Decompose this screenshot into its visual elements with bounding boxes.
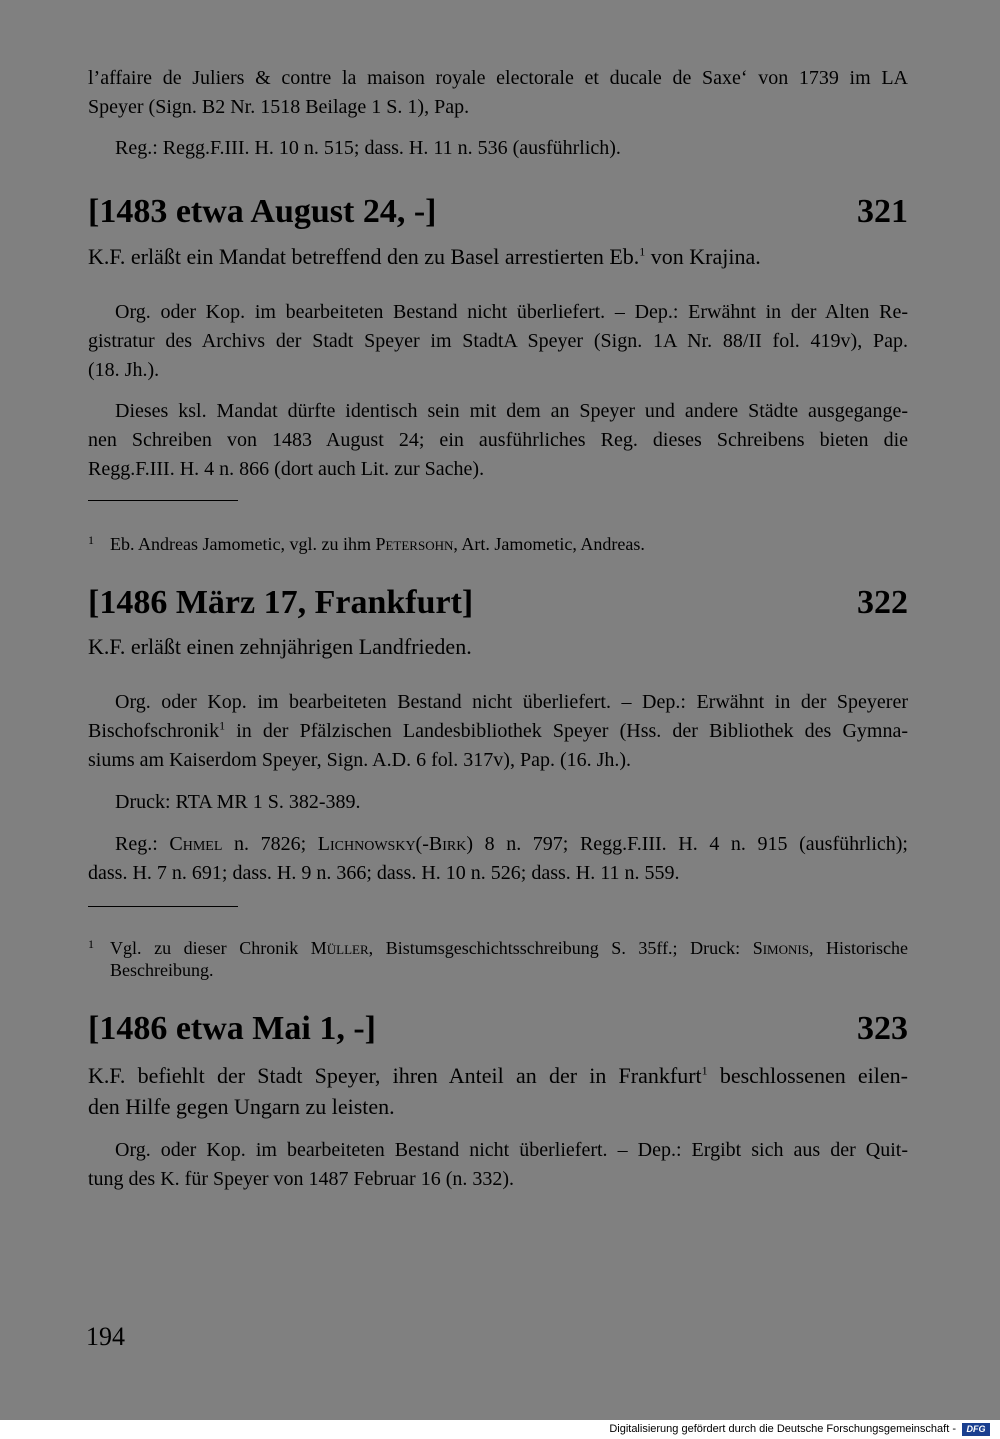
entry-322-footnote	[88, 933, 908, 981]
entry-323-para-1	[88, 1136, 908, 1194]
entry-323-summary	[88, 1060, 908, 1122]
intro-reg-block	[88, 134, 908, 163]
entry-322-reg-line-2: dass. H. 7 n. 691; dass. H. 9 n. 366; dass. H. 10 n. 526; dass. H. 11 n. 559.	[88, 862, 680, 884]
intro-line-2: Speyer (Sign. B2 Nr. 1518 Beilage 1 S. 1), Pap.	[88, 96, 470, 118]
entry-322-reg	[88, 830, 908, 888]
footer-bar	[0, 1420, 1000, 1439]
entry-321-footnote	[88, 529, 908, 555]
entry-321-para-2	[88, 397, 908, 484]
entry-323-summary-line-2: den Hilfe gegen Ungarn zu leisten.	[88, 1094, 395, 1119]
entry-322-heading	[88, 583, 908, 623]
intro-line-1: l’affaire de Juliers & contre la maison royale electorale et ducale de Saxe‘ von 1739 im LA	[88, 67, 908, 89]
author-name: Chmel	[169, 833, 223, 855]
author-name: Petersohn	[375, 534, 454, 554]
entry-322-druck: Druck: RTA MR 1 S. 382-389.	[115, 791, 361, 813]
footnote-divider	[88, 500, 238, 501]
entry-323-number: 323	[857, 1010, 908, 1047]
footnote-mark: 1	[88, 937, 94, 951]
entry-321-p1-line-1: Org. oder Kop. im bearbeiteten Bestand nicht überliefert. – Dep.: Erwähnt in der Alten Re-	[115, 301, 908, 323]
entry-322-p1-line-2: Bischofschronik	[88, 720, 220, 742]
entry-321-p1-line-3: (18. Jh.).	[88, 359, 160, 381]
footnote-mark: 1	[88, 533, 94, 547]
entry-323-date: [1486 etwa Mai 1, -]	[88, 1010, 376, 1047]
author-name: Müller	[310, 938, 369, 958]
footnote-divider	[88, 906, 238, 907]
entry-321-p2-line-3: Regg.F.III. H. 4 n. 866 (dort auch Lit. zur Sache).	[88, 458, 485, 480]
author-name: Simonis	[752, 938, 809, 958]
entry-321-para-1	[88, 298, 908, 385]
dfg-logo-icon: DFG	[962, 1423, 990, 1436]
entry-321-date: [1483 etwa August 24, -]	[88, 193, 437, 230]
reg-text: n. 7826;	[222, 833, 318, 855]
entry-322-summary	[88, 631, 908, 662]
entry-323-summary-text: K.F. befiehlt der Stadt Speyer, ihren Anteil an der in Frankfurt	[88, 1063, 702, 1088]
author-name: Lichnowsky(-Birk)	[317, 833, 473, 855]
entry-322-p1-line-3: siums am Kaiserdom Speyer, Sign. A.D. 6 fol. 317v), Pap. (16. Jh.).	[88, 749, 632, 771]
entry-321-heading	[88, 192, 908, 232]
footnote-line-2: Beschreibung.	[110, 960, 214, 980]
entry-322-summary-text: K.F. erläßt einen zehnjährigen Landfrieden.	[88, 634, 472, 659]
footnote-text: Vgl. zu dieser Chronik	[110, 938, 311, 958]
reg-label: Reg.:	[115, 833, 170, 855]
entry-321-p2-line-1: Dieses ksl. Mandat dürfte identisch sein mit dem an Speyer und andere Städte ausgegange-	[115, 400, 908, 422]
entry-321-p1-line-2: gistratur des Archivs der Stadt Speyer im StadtA Speyer (Sign. 1A Nr. 88/II fol. 419v), Pap.	[88, 330, 908, 352]
entry-321-summary-text-end: von Krajina.	[645, 244, 761, 269]
entry-322-para-1	[88, 688, 908, 775]
page-number: 194	[86, 1322, 125, 1351]
entry-323-p1-line-1: Org. oder Kop. im bearbeiteten Bestand nicht überliefert. – Dep.: Ergibt sich aus der Quit-	[115, 1139, 908, 1161]
footnote-ref: 1	[639, 244, 646, 259]
entry-322-druck-block	[88, 788, 908, 817]
intro-block	[88, 64, 908, 122]
footnote-text: Eb. Andreas Jamometic, vgl. zu ihm	[110, 534, 376, 554]
footer-credit: Digitalisierung gefördert durch die Deutsche Forschungsgemeinschaft -	[609, 1423, 956, 1435]
entry-321-summary-text: K.F. erläßt ein Mandat betreffend den zu Basel arrestierten Eb.	[88, 244, 640, 269]
entry-321-p2-line-2: nen Schreiben von 1483 August 24; ein ausführliches Reg. dieses Schreibens bieten die	[88, 429, 908, 451]
entry-322-number: 322	[857, 584, 908, 621]
footnote-text-end: , Art. Jamometic, Andreas.	[453, 534, 645, 554]
entry-322-p1-line-1: Org. oder Kop. im bearbeiteten Bestand nicht überliefert. – Dep.: Erwähnt in der Speyerer	[115, 691, 908, 713]
intro-reg: Reg.: Regg.F.III. H. 10 n. 515; dass. H. 11 n. 536 (ausführlich).	[115, 137, 621, 159]
reg-text-end: 8 n. 797; Regg.F.III. H. 4 n. 915 (ausführlich);	[472, 833, 908, 855]
entry-323-summary-text-end: beschlossenen eilen-	[707, 1063, 908, 1088]
footnote-ref: 1	[701, 1063, 708, 1078]
footnote-text-end: , Historische	[808, 938, 908, 958]
footnote-text-mid: , Bistumsgeschichtsschreibung S. 35ff.; Druck:	[368, 938, 753, 958]
entry-321-summary	[88, 241, 908, 272]
footnote-ref: 1	[219, 718, 226, 733]
entry-323-heading	[88, 1009, 908, 1049]
entry-322-date: [1486 März 17, Frankfurt]	[88, 584, 474, 621]
entry-323-p1-line-2: tung des K. für Speyer von 1487 Februar 16 (n. 332).	[88, 1168, 515, 1190]
entry-322-p1-line-2-end: in der Pfälzischen Landesbibliothek Speyer (Hss. der Bibliothek des Gymna-	[225, 720, 908, 742]
entry-321-number: 321	[857, 193, 908, 230]
